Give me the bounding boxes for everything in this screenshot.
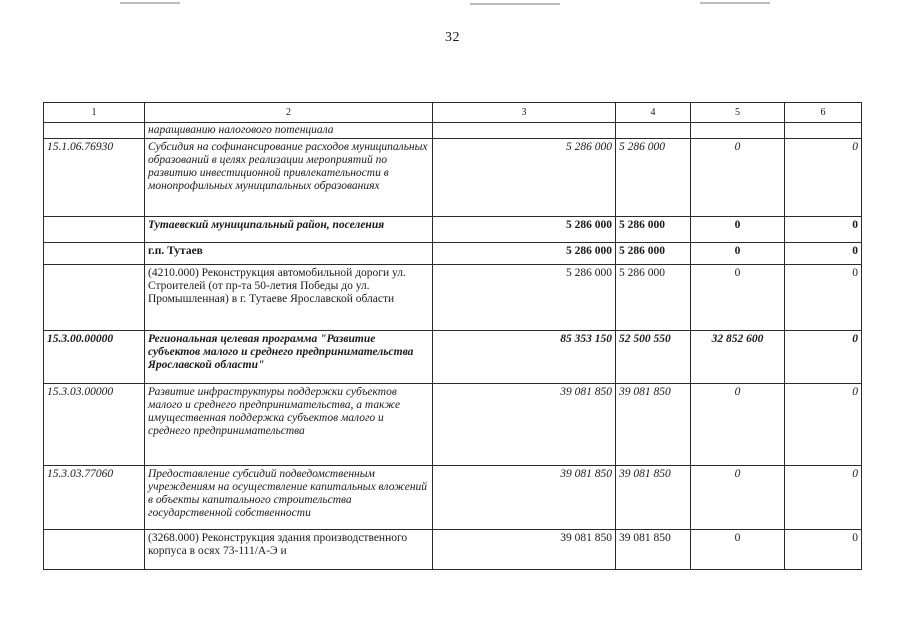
row-code [44,530,145,570]
row-col6: 0 [785,331,862,384]
row-col6: 0 [785,217,862,243]
row-col6: 0 [785,243,862,265]
table-row [44,384,862,466]
column-header-4: 4 [616,103,691,123]
column-header-5: 5 [691,103,785,123]
scan-artifact [700,2,770,4]
row-name: Тутаевский муниципальный район, поселения [145,217,433,243]
page-number: 32 [445,30,460,45]
row-col5 [691,123,785,139]
row-name: наращиванию налогового потенциала [145,123,433,139]
row-col4: 39 081 850 [616,530,691,570]
table-row [44,217,862,243]
row-code: 15.3.03.00000 [44,384,145,466]
row-col5: 32 852 600 [691,331,785,384]
row-name: Предоставление субсидий подведомственным учреждениям на осуществление капитальных вложений в объекты капитального строительства государственной собственности [145,466,433,530]
column-header-2: 2 [145,103,433,123]
table-row [44,123,862,139]
row-code [44,123,145,139]
row-total [433,123,616,139]
table-row [44,265,862,331]
row-col5: 0 [691,466,785,530]
row-total: 5 286 000 [433,265,616,331]
scan-artifact [470,3,560,5]
table-row [44,530,862,570]
row-col6: 0 [785,384,862,466]
row-code [44,217,145,243]
table-row [44,466,862,530]
row-total: 39 081 850 [433,384,616,466]
row-col5: 0 [691,217,785,243]
header-row [44,103,862,123]
row-col4 [616,123,691,139]
row-col4: 39 081 850 [616,384,691,466]
column-header-6: 6 [785,103,862,123]
column-header-1: 1 [44,103,145,123]
row-col4: 52 500 550 [616,331,691,384]
row-name: Региональная целевая программа "Развитие субъектов малого и среднего предпринимательства Ярославской области" [145,331,433,384]
row-col4: 5 286 000 [616,243,691,265]
row-total: 39 081 850 [433,466,616,530]
row-total: 5 286 000 [433,243,616,265]
row-col4: 39 081 850 [616,466,691,530]
row-col6: 0 [785,139,862,217]
row-name: г.п. Тутаев [145,243,433,265]
row-col6: 0 [785,265,862,331]
row-name: Развитие инфраструктуры поддержки субъектов малого и среднего предпринимательства, а также имущественная поддержка субъектов малого и среднего предпринимательства [145,384,433,466]
scan-artifact [120,2,180,4]
row-col5: 0 [691,265,785,331]
row-code: 15.1.06.76930 [44,139,145,217]
row-col5: 0 [691,384,785,466]
row-col6 [785,123,862,139]
row-col5: 0 [691,530,785,570]
row-name: (4210.000) Реконструкция автомобильной дороги ул. Строителей (от пр-та 50-летия Победы до ул. Промышленная) в г. Тутаеве Ярославской области [145,265,433,331]
row-col6: 0 [785,466,862,530]
row-col4: 5 286 000 [616,265,691,331]
column-header-3: 3 [433,103,616,123]
row-name: (3268.000) Реконструкция здания производственного корпуса в осях 73-111/А-Э и [145,530,433,570]
row-col6: 0 [785,530,862,570]
row-col4: 5 286 000 [616,217,691,243]
row-code [44,243,145,265]
row-col5: 0 [691,139,785,217]
table-row [44,243,862,265]
row-code [44,265,145,331]
row-total: 39 081 850 [433,530,616,570]
row-total: 85 353 150 [433,331,616,384]
budget-table [43,102,862,570]
table-row [44,331,862,384]
row-code: 15.3.00.00000 [44,331,145,384]
row-total: 5 286 000 [433,139,616,217]
table-row [44,139,862,217]
row-name: Субсидия на софинансирование расходов муниципальных образований в целях реализации мероприятий по развитию инвестиционной привлекательности в монопрофильных муниципальных образованиях [145,139,433,217]
row-col4: 5 286 000 [616,139,691,217]
row-col5: 0 [691,243,785,265]
row-code: 15.3.03.77060 [44,466,145,530]
row-total: 5 286 000 [433,217,616,243]
